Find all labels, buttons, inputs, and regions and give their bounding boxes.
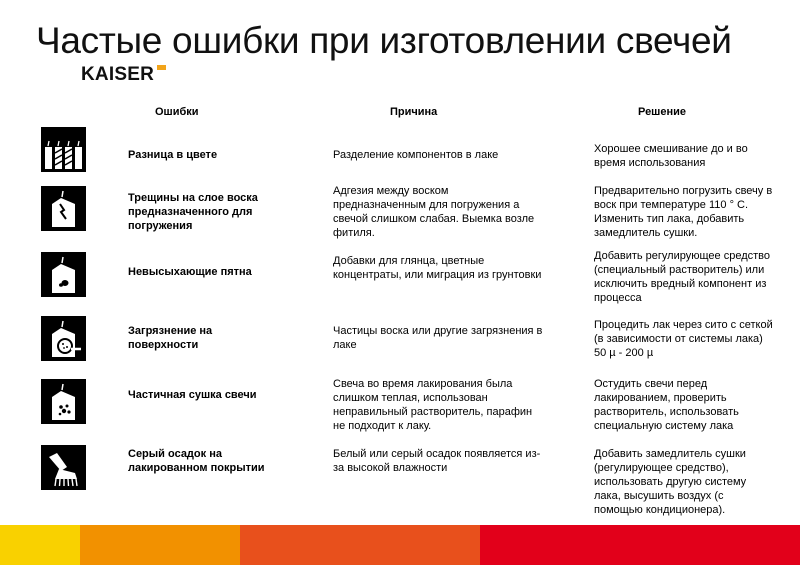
stripe-yellow — [0, 525, 80, 565]
cause-text: Белый или серый осадок появляется из-за высокой влажности — [333, 448, 541, 474]
stripe-red — [480, 525, 800, 565]
solution-text: Остудить свечи перед лакированием, проверить растворитель, использовать специальную систему лака — [594, 378, 739, 432]
error-text: Серый осадок на лакированном покрытии — [128, 448, 265, 474]
cause-text: Разделение компонентов в лаке — [333, 149, 499, 161]
error-text: Частичная сушка свечи — [128, 389, 257, 401]
header-cause: Причина — [390, 106, 438, 118]
logo-accent-mark — [157, 65, 166, 70]
error-text: Трещины на слое воска предназначенного для погружения — [128, 192, 258, 232]
stripe-orange — [80, 525, 240, 565]
magnifier-candle-icon — [41, 316, 86, 361]
cracked-candle-icon — [41, 186, 86, 231]
page-title: Частые ошибки при изготовлении свечей — [36, 20, 732, 61]
header-solution: Решение — [638, 106, 686, 118]
brush-icon — [41, 445, 86, 490]
candles-icon — [41, 127, 86, 172]
solution-text: Хорошее смешивание до и во время использования — [594, 143, 748, 169]
stained-candle-icon — [41, 252, 86, 297]
error-text: Разница в цвете — [128, 149, 218, 161]
solution-text: Добавить замедлитель сушки (регулирующее средство), использовать другую систему лака, высушить воздух (с помощью кондиционера). — [594, 448, 747, 516]
solution-text: Предварительно погрузить свечу в воск при температуре 110 ° С. Изменить тип лака, добавить замедлитель сушки. — [594, 185, 773, 239]
error-text: Невысыхающие пятна — [128, 266, 252, 278]
solution-text: Добавить регулирующее средство (специальный растворитель) или исключить вредный компонент из процесса — [594, 250, 770, 304]
solution-text: Процедить лак через сито с сеткой (в зависимости от системы лака) 50 µ - 200 µ — [594, 319, 773, 359]
cause-text: Добавки для глянца, цветные концентраты, или миграция из грунтовки — [333, 255, 542, 281]
cause-text: Адгезия между воском предназначенным для погружения а свечой слишком слабая. Выемка возле фитиля. — [333, 185, 535, 239]
cause-text: Частицы воска или другие загрязнения в лаке — [333, 325, 543, 351]
dotted-candle-icon — [41, 379, 86, 424]
kaiser-logo — [81, 64, 154, 86]
header-errors: Ошибки — [155, 106, 199, 118]
error-text: Загрязнение на поверхности — [128, 325, 213, 351]
cause-text: Свеча во время лакирования была слишком теплая, использован неправильный растворитель, парафин не подходит к лаку. — [333, 378, 533, 432]
logo-text: KAISER — [81, 64, 154, 85]
stripe-dark-orange — [240, 525, 480, 565]
